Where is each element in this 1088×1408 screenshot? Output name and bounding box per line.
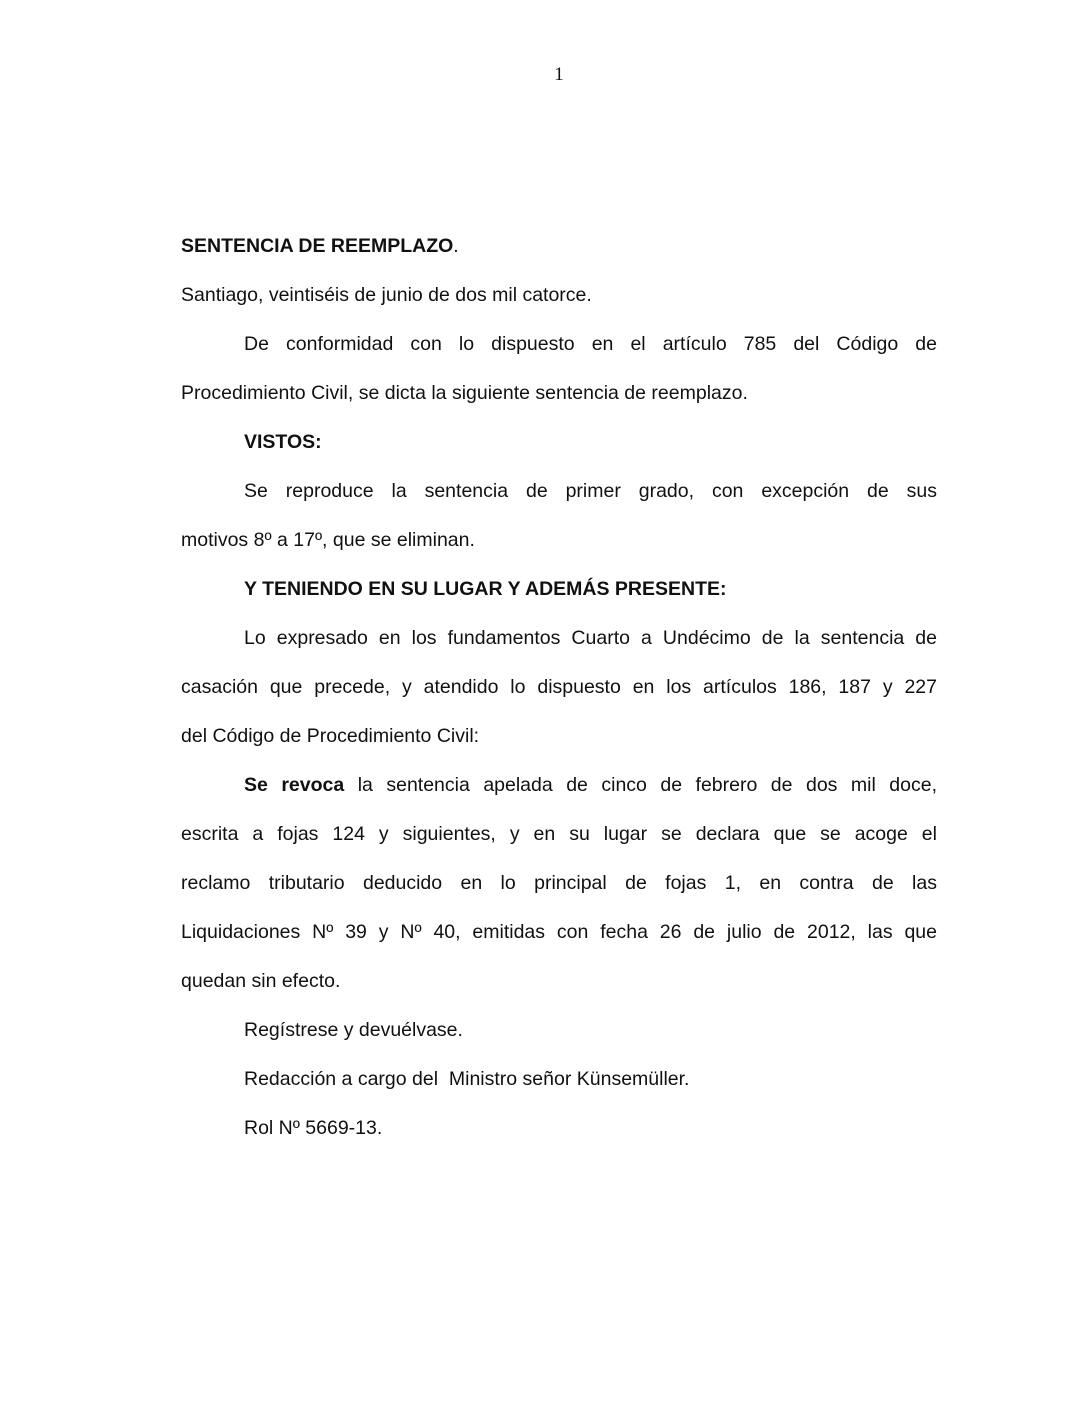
ruling-line-3: reclamo tributario deducido en lo principal de fojas 1, en contra de las [181,872,937,894]
register-line: Regístrese y devuélvase. [244,1019,463,1041]
intro-line-2: Procedimiento Civil, se dicta la siguiente sentencia de reemplazo. [181,382,748,404]
date-line: Santiago, veintiséis de junio de dos mil catorce. [181,284,592,306]
document-title-suffix: . [453,235,459,257]
considering-line-1: Lo expresado en los fundamentos Cuarto a Undécimo de la sentencia de [244,627,937,649]
ruling-line-2: escrita a fojas 124 y siguientes, y en su lugar se declara que se acoge el [181,823,937,845]
ruling-line-1-rest: la sentencia apelada de cinco de febrero de dos mil doce, [344,774,937,796]
considering-heading: Y TENIENDO EN SU LUGAR Y ADEMÁS PRESENTE: [244,578,727,600]
ruling-bold-lead: Se revoca [244,774,345,796]
drafting-line: Redacción a cargo del Ministro señor Künsemüller. [244,1068,690,1090]
ruling-line-1 [181,761,937,810]
vistos-line-2: motivos 8º a 17º, que se eliminan. [181,529,475,551]
vistos-line-1: Se reproduce la sentencia de primer grado, con excepción de sus [244,480,937,502]
document-title: SENTENCIA DE REEMPLAZO [181,235,454,257]
document-body [181,222,937,1153]
considering-line-3: del Código de Procedimiento Civil: [181,725,480,747]
rol-line: Rol Nº 5669-13. [244,1117,383,1139]
page-number: 1 [554,64,564,85]
document-title-line [181,222,937,271]
intro-line-1: De conformidad con lo dispuesto en el artículo 785 del Código de [244,333,937,355]
considering-line-2: casación que precede, y atendido lo dispuesto en los artículos 186, 187 y 227 [181,676,937,698]
ruling-line-5: quedan sin efecto. [181,970,341,992]
vistos-heading: VISTOS: [244,431,322,453]
ruling-line-4: Liquidaciones Nº 39 y Nº 40, emitidas con fecha 26 de julio de 2012, las que [181,921,937,943]
